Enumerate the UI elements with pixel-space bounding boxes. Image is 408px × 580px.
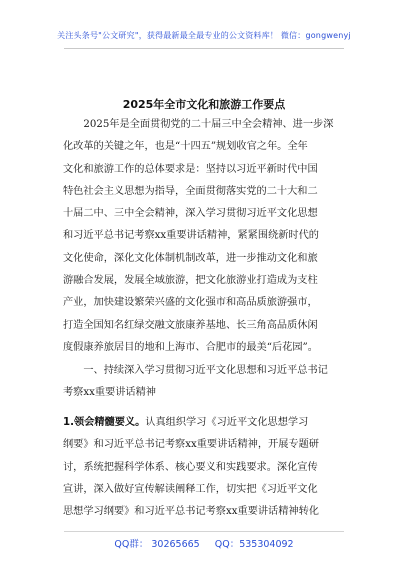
header-divider [64,48,344,49]
intro-line: 十届二中、三中全会精神，深入学习贯彻习近平文化思想 [63,208,318,220]
intro-line: 游融合发展，发展全域旅游，把文化旅游业打造成为支柱 [63,275,318,287]
intro-line: 特色社会主义思想为指导，全面贯彻落实党的二十大和二 [63,185,318,197]
section-heading-line: 一、持续深入学习贯彻习近平文化思想和习近平总书记 [63,365,328,376]
subsection-first-line-text: 认真组织学习《习近平文化思想学习 [145,417,309,428]
intro-line: 和习近平总书记考察xx重要讲话精神，紧紧围绕新时代的 [63,230,319,242]
subsection-first-line [63,412,345,434]
intro-line: 文化和旅游工作的总体要求是：坚持以习近平新时代中国 [63,163,318,175]
subsection-label: 1.领会精髓要义。 [63,417,146,428]
subsection-line: 纲要》和习近平总书记考察xx重要讲话精神，开展专题研 [63,439,319,451]
document-title: 2025年全市文化和旅游工作要点 [122,98,286,111]
subsection-line: 思想学习纲要》和习近平总书记考察xx重要讲话精神转化 [63,506,319,518]
header-banner: 关注头条号"公文研究"，获得最新最全最专业的公文资料库！ 微信：gongwenyj [57,31,351,40]
footer [0,536,408,550]
intro-line: 文化使命，深化文化体制机制改革，进一步推动文化和旅 [63,252,318,264]
intro-line: 化改革的关键之年，也是“十四五”规划收官之年。全年 [63,141,308,153]
footer-qq-group: QQ群： 30265665 [114,539,200,550]
subsection-line: 宣讲，深入做好宣传解读阐释工作，切实把《习近平文化 [63,483,318,495]
intro-paragraph [63,114,345,359]
section-heading-line: 考察xx重要讲话精神 [63,387,156,399]
intro-line: 2025年是全面贯彻党的二十届三中全会精神、进一步深 [63,119,334,130]
subsection-paragraph [63,412,345,523]
footer-qq: QQ：535304092 [214,539,294,550]
intro-line: 度假康养旅居目的地和上海市、合肥市的最美“后花园”。 [63,341,318,353]
subsection-line: 讨，系统把握科学体系、核心要义和实践要求。深化宣传 [63,461,318,473]
section-heading [63,360,345,405]
footer-divider [64,531,344,532]
intro-line: 打造全国知名红绿交融文旅康养基地、长三角高品质休闲 [63,319,318,331]
intro-line: 产业，加快建设繁荣兴盛的文化强市和高品质旅游强市， [63,297,318,309]
